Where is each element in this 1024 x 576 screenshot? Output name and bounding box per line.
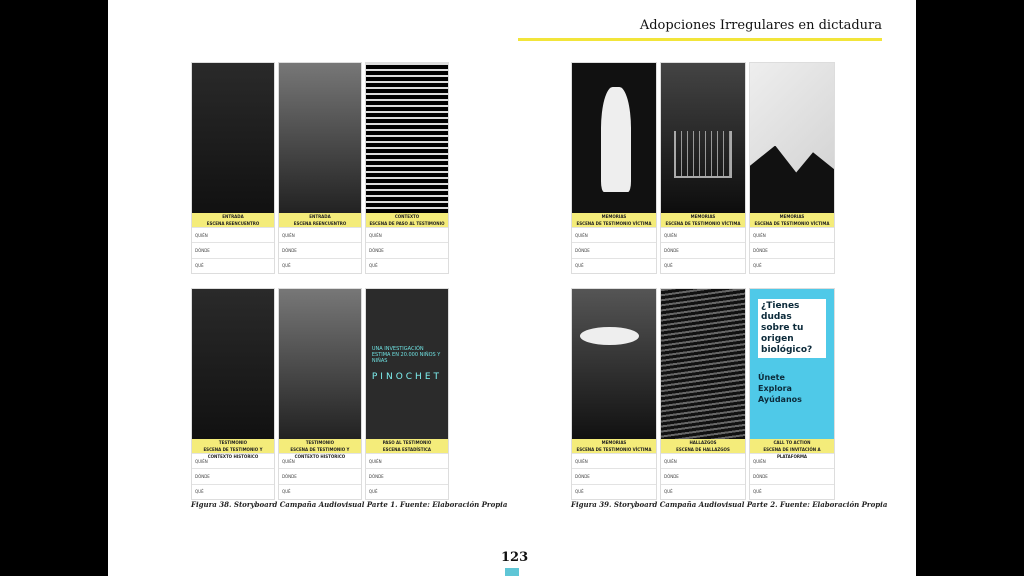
storyboard-card: MEMORIAS ESCENA DE TESTIMONIO VÍCTIMA QUIÉN DÓNDE QUÉ bbox=[660, 62, 746, 274]
scene-image bbox=[192, 63, 274, 213]
storyboard-card: MEMORIAS ESCENA DE TESTIMONIO VÍCTIMA QUIÉN DÓNDE QUÉ bbox=[749, 62, 835, 274]
storyboard-card: HALLAZGOS ESCENA DE HALLAZGOS QUIÉN DÓNDE QUÉ bbox=[660, 288, 746, 500]
storyboard-figure-38 bbox=[191, 62, 449, 514]
storyboard-card: ENTRADA ESCENA REENCUENTRO QUIÉN DÓNDE QUÉ bbox=[278, 62, 362, 274]
storyboard-row bbox=[191, 62, 449, 274]
scene-image bbox=[572, 63, 656, 213]
storyboard-card: ¿Tienes dudas sobre tu origen biológico? Únete Explora Ayúdanos CALL TO ACTION ESCENA DE INVITACIÓN A PLATAFORMA QUIÉN DÓNDE QUÉ bbox=[749, 288, 835, 500]
scene-text-panel bbox=[366, 289, 448, 439]
storyboard-card: TESTIMONIO ESCENA DE TESTIMONIO Y CONTEXTO HISTÓRICO QUIÉN DÓNDE QUÉ bbox=[278, 288, 362, 500]
scene-band: TESTIMONIO ESCENA DE TESTIMONIO Y CONTEXTO HISTÓRICO bbox=[192, 439, 274, 453]
page-tab-marker bbox=[505, 568, 519, 576]
scene-band: MEMORIAS ESCENA DE TESTIMONIO VÍCTIMA bbox=[661, 213, 745, 227]
scene-band: ENTRADA ESCENA REENCUENTRO bbox=[279, 213, 361, 227]
storyboard-card: MEMORIAS ESCENA DE TESTIMONIO VÍCTIMA QUIÉN DÓNDE QUÉ bbox=[571, 288, 657, 500]
scene-band: TESTIMONIO ESCENA DE TESTIMONIO Y CONTEXTO HISTÓRICO bbox=[279, 439, 361, 453]
storyboard-row bbox=[571, 62, 835, 274]
storyboard-row bbox=[571, 288, 835, 500]
scene-image bbox=[366, 63, 448, 213]
scene-image bbox=[661, 63, 745, 213]
scene-band: PASO AL TESTIMONIO ESCENA ESTADÍSTICA bbox=[366, 439, 448, 453]
scene-band: MEMORIAS ESCENA DE TESTIMONIO VÍCTIMA bbox=[750, 213, 834, 227]
scene-image bbox=[750, 63, 834, 213]
scene-band: MEMORIAS ESCENA DE TESTIMONIO VÍCTIMA bbox=[572, 439, 656, 453]
scene-image bbox=[192, 289, 274, 439]
document-page bbox=[108, 0, 916, 576]
scene-image bbox=[279, 63, 361, 213]
running-header-title: Adopciones Irregulares en dictadura bbox=[639, 18, 882, 33]
scene-band: CALL TO ACTION ESCENA DE INVITACIÓN A PLATAFORMA bbox=[750, 439, 834, 453]
cta-actions: Únete Explora Ayúdanos bbox=[758, 373, 802, 404]
text-panel-highlight: PINOCHET bbox=[371, 372, 443, 382]
storyboard-card: TESTIMONIO ESCENA DE TESTIMONIO Y CONTEXTO HISTÓRICO QUIÉN DÓNDE QUÉ bbox=[191, 288, 275, 500]
scene-image bbox=[572, 289, 656, 439]
storyboard-card: UNA INVESTIGACIÓN ESTIMA EN 20.000 NIÑOS Y NIÑAS PINOCHET PASO AL TESTIMONIO ESCENA ESTADÍSTICA QUIÉN DÓNDE QUÉ bbox=[365, 288, 449, 500]
storyboard-card: CONTEXTO ESCENA DE PASO AL TESTIMONIO QUIÉN DÓNDE QUÉ bbox=[365, 62, 449, 274]
scene-band: MEMORIAS ESCENA DE TESTIMONIO VÍCTIMA bbox=[572, 213, 656, 227]
storyboard-card: MEMORIAS ESCENA DE TESTIMONIO VÍCTIMA QUIÉN DÓNDE QUÉ bbox=[571, 62, 657, 274]
cta-question: ¿Tienes dudas sobre tu origen biológico? bbox=[758, 299, 826, 358]
scene-band: HALLAZGOS ESCENA DE HALLAZGOS bbox=[661, 439, 745, 453]
storyboard-figure-39 bbox=[571, 62, 835, 514]
storyboard-row bbox=[191, 288, 449, 500]
storyboard-card: ENTRADA ESCENA REENCUENTRO QUIÉN DÓNDE QUÉ bbox=[191, 62, 275, 274]
page-number: 123 bbox=[501, 550, 529, 565]
text-panel-body: UNA INVESTIGACIÓN ESTIMA EN 20.000 NIÑOS Y NIÑAS bbox=[371, 346, 441, 364]
scene-band: CONTEXTO ESCENA DE PASO AL TESTIMONIO bbox=[366, 213, 448, 227]
header-rule bbox=[518, 38, 882, 41]
figure-38-caption: Figura 38. Storyboard Campaña Audiovisual Parte 1. Fuente: Elaboración Propia bbox=[191, 500, 508, 509]
cta-panel bbox=[750, 289, 834, 439]
scene-band: ENTRADA ESCENA REENCUENTRO bbox=[192, 213, 274, 227]
scene-image bbox=[279, 289, 361, 439]
scene-image bbox=[661, 289, 745, 439]
figure-39-caption: Figura 39. Storyboard Campaña Audiovisual Parte 2. Fuente: Elaboración Propia bbox=[571, 500, 888, 509]
